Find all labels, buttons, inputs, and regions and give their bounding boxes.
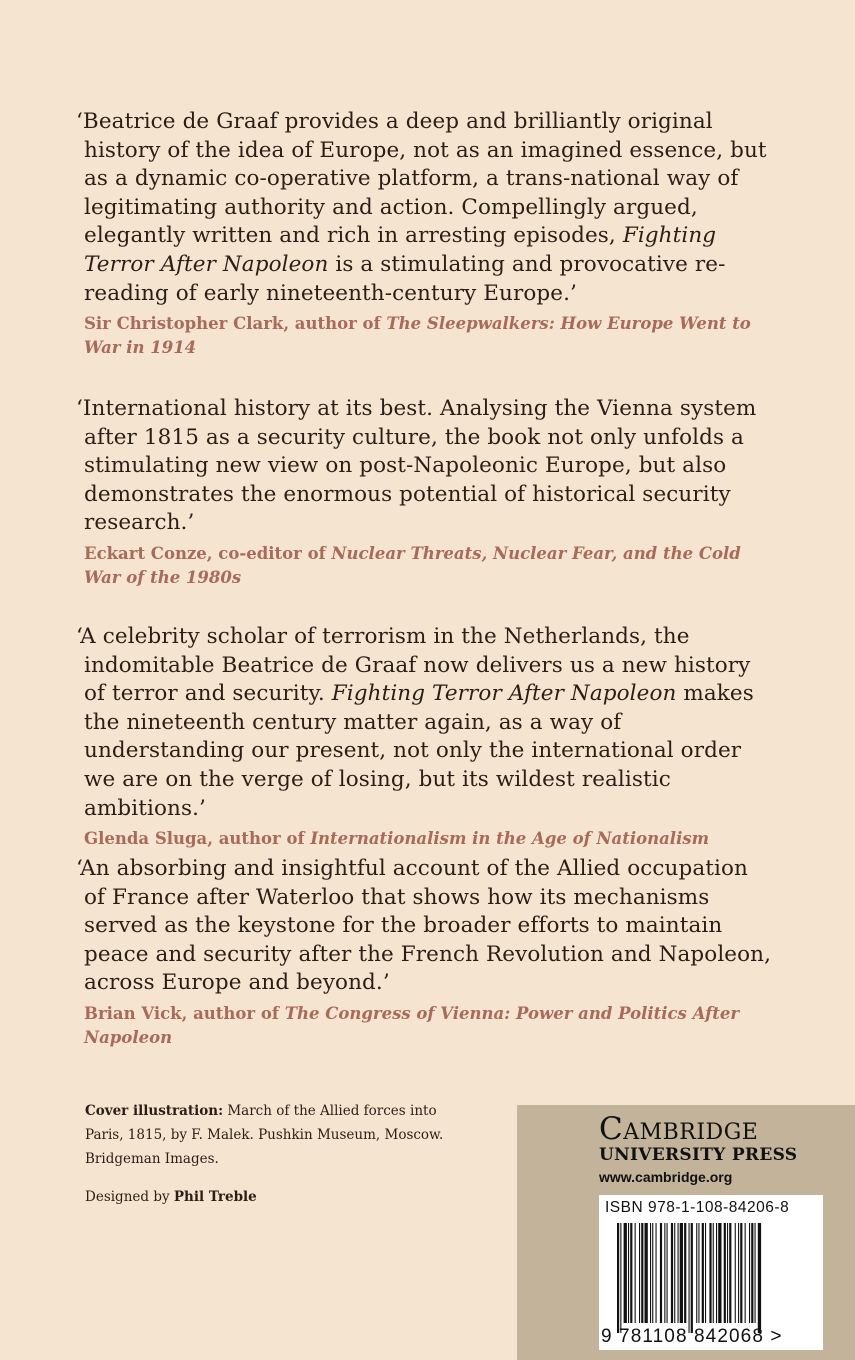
barcode-bar xyxy=(635,1223,636,1323)
barcode-bar xyxy=(667,1223,668,1323)
barcode-bar xyxy=(650,1223,651,1323)
quote-text: ‘An absorbing and insightful account of the Allied occupation of France after Waterloo that shows how its mechanisms served as the keystone for the broader efforts to maintain peace and security after the French Revolution and Napoleon, across Europe and beyond.’ xyxy=(76,856,772,996)
quote-3 xyxy=(76,623,776,851)
barcode-bar xyxy=(630,1223,632,1323)
quote-attribution: Eckart Conze, co-editor of Nuclear Threats, Nuclear Fear, and the Cold War of the 1980s xyxy=(84,543,741,587)
barcode-bar xyxy=(698,1223,699,1323)
quote-1 xyxy=(76,108,776,360)
barcode-bar xyxy=(709,1223,711,1323)
barcode-bar xyxy=(645,1223,648,1323)
publisher-website: www.cambridge.org xyxy=(599,1169,733,1185)
barcode-bar xyxy=(680,1223,683,1323)
quote-2 xyxy=(76,395,776,590)
barcode-bar xyxy=(641,1223,643,1323)
cover-credits: Cover illustration: March of the Allied forces into Paris, 1815, by F. Malek. Pushkin Museum, Moscow. Bridgeman Images. xyxy=(85,1103,444,1167)
barcode-bar xyxy=(724,1223,726,1323)
barcode-bar xyxy=(624,1223,627,1323)
barcode-bar xyxy=(729,1223,731,1323)
barcode-digits: 9 781108 842068 > xyxy=(601,1326,783,1347)
barcode-bar xyxy=(678,1223,679,1323)
barcode-bar xyxy=(696,1223,697,1323)
designer-credit: Designed by Phil Treble xyxy=(85,1189,257,1205)
barcode-bar xyxy=(684,1223,686,1323)
quote-attribution: Brian Vick, author of The Congress of Vienna: Power and Politics After Napoleon xyxy=(84,1003,740,1047)
barcode-bar xyxy=(620,1223,621,1333)
barcode-bar xyxy=(674,1223,675,1323)
barcode xyxy=(599,1195,823,1350)
barcode-bar xyxy=(691,1223,693,1333)
quote-text: ‘International history at its best. Analysing the Vienna system after 1815 as a security culture, the book not only unfolds a stimulating new view on post-Napoleonic Europe, but also demonstrates the enormous potential of historical security research.’ xyxy=(76,396,757,536)
barcode-bar xyxy=(758,1223,761,1333)
publisher-panel xyxy=(517,1105,855,1360)
barcode-bar xyxy=(689,1223,690,1333)
barcode-bar xyxy=(740,1223,742,1323)
publisher-logo: Cambridge xyxy=(599,1111,759,1147)
quote-4 xyxy=(76,855,776,1050)
barcode-bar xyxy=(656,1223,657,1323)
publisher-subtitle: UNIVERSITY PRESS xyxy=(599,1145,798,1165)
barcode-bar xyxy=(652,1223,653,1323)
quote-attribution: Glenda Sluga, author of Internationalism in the Age of Nationalism xyxy=(84,829,710,849)
barcode-bar xyxy=(660,1223,662,1323)
barcode-bar xyxy=(745,1223,746,1323)
barcode-bar xyxy=(628,1223,629,1323)
isbn-label: ISBN 978-1-108-84206-8 xyxy=(605,1199,790,1216)
barcode-bar xyxy=(716,1223,717,1323)
barcode-bar xyxy=(702,1223,704,1323)
barcode-bar xyxy=(705,1223,706,1323)
quote-text: ‘Beatrice de Graaf provides a deep and brilliantly original history of the idea of Europe, not as an imagined essence, but as a dynamic co-operative platform, a trans-national way of legitimating authority and action. Compellingly argued, elegantly written and rich in arresting episodes, Fighting Terror After Napoleon is a stimulating and provocative re-reading of early nineteenth-century Europe.’ xyxy=(76,109,767,306)
barcode-bar xyxy=(751,1223,753,1323)
barcode-bar xyxy=(735,1223,736,1323)
barcode-bar xyxy=(727,1223,728,1323)
barcode-bar xyxy=(713,1223,714,1323)
quote-attribution: Sir Christopher Clark, author of The Sleepwalkers: How Europe Went to War in 1914 xyxy=(84,314,751,358)
barcode-bar xyxy=(664,1223,665,1323)
barcode-bar xyxy=(738,1223,739,1323)
barcode-bar xyxy=(718,1223,721,1323)
barcode-bar xyxy=(639,1223,640,1323)
barcode-bar xyxy=(749,1223,750,1323)
quote-text: ‘A celebrity scholar of terrorism in the Netherlands, the indomitable Beatrice de Graaf now delivers us a new history of terror and security. Fighting Terror After Napoleon makes the nineteenth century matter again, as a way of understanding our present, not only the international order we are on the verge of losing, but its wildest realistic ambitions.’ xyxy=(76,624,754,821)
barcode-bar xyxy=(617,1223,619,1333)
barcode-bar xyxy=(671,1223,673,1323)
barcode-bar xyxy=(755,1223,756,1323)
